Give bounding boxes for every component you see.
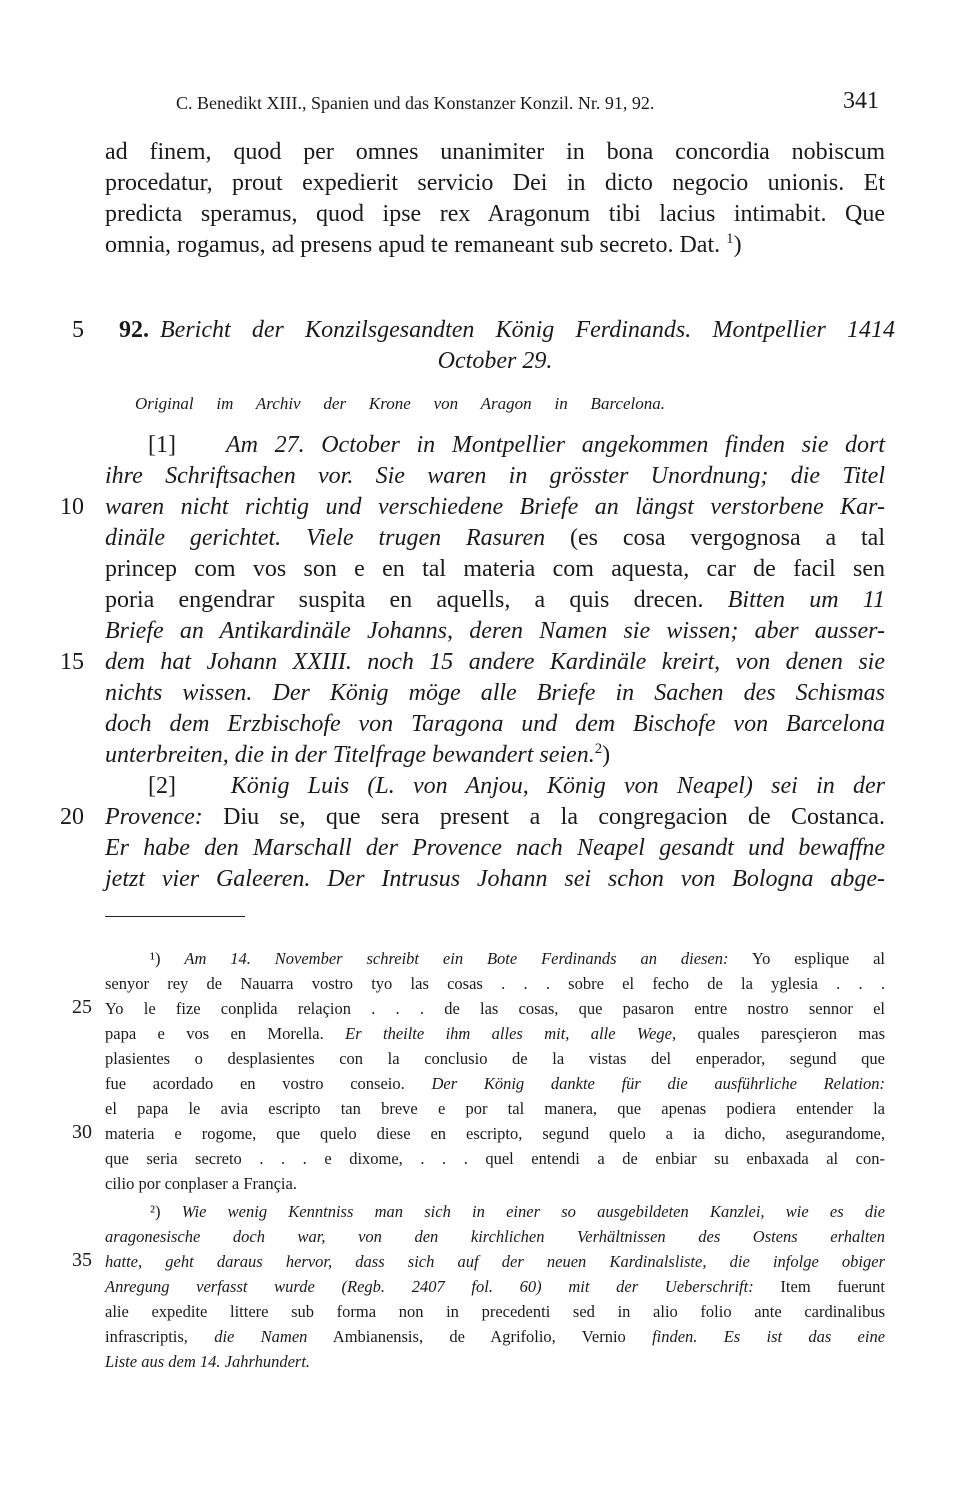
text-line: unterbreiten, die in der Titelfrage bewandert seien.$^2$) — [105, 741, 611, 768]
footnote-line: ²) Wie wenig Kenntniss man sich in einer so ausgebildeten Kanzlei, wie es die — [150, 1202, 886, 1221]
text-line: ihre Schriftsachen vor. Sie waren in grösster Unordnung; die Titel — [105, 463, 885, 489]
text-line: [1] Am 27. October in Montpellier angekommen finden sie dort — [148, 432, 886, 458]
text-line: nichts wissen. Der König möge alle Briefe in Sachen des Schismas — [105, 680, 885, 706]
text-line: Briefe an Antikardinäle Johanns, deren Namen sie wissen; aber ausser- — [105, 618, 885, 644]
footnote-line: el papa le avia escripto tan breve e por tal manera, que apenas podiera entender la — [105, 1099, 885, 1118]
text-line: Er habe den Marschall der Provence nach Neapel gesandt und bewaffne — [105, 835, 885, 861]
text-line: ad finem, quod per omnes unanimiter in bona concordia nobiscum — [105, 139, 885, 165]
text-line: princep com vos son e en tal materia com aquesta, car de facil sen — [105, 556, 885, 582]
footnote-line: aragonesische doch war, von den kirchlichen Verhältnissen des Ostens erhalten — [105, 1227, 885, 1246]
footnote-line: Yo le fize conplida relaçion . . . de las cosas, que pasaron entre nostro sennor el — [105, 999, 885, 1018]
footnote-rule — [105, 916, 245, 917]
text-line: procedatur, prout expedierit servicio Dei in dicto negocio unionis. Et — [105, 170, 885, 196]
footnote-line: hatte, geht daraus hervor, dass sich auf der neuen Kardinalsliste, die infolge obiger — [105, 1252, 885, 1271]
margin-line-number: 25 — [72, 996, 92, 1018]
footnote-line: papa e vos en Morella. Er theilte ihm alles mit, alle Wege, quales paresçieron mas — [105, 1024, 885, 1043]
document-page: C. Benedikt XIII., Spanien und das Konstanzer Konzil. Nr. 91, 92. 341 ad finem, quod per omnes unanimiter in bona concordia nobiscum procedatur, prout expedierit servicio Dei in dicto negocio unionis. Et predicta speramus, quod ipse rex Aragonum tibi lacius intimabit. Que omnia, rogamus, ad presens apud te remaneant sub secreto. Dat. $^1$) 5 92. Bericht der Konzilsgesandten König Ferdinands. Montpellier 1414 October 29. Original im Archiv der Krone von Aragon in Barcelona. [1] Am 27. October in Montpellier angekommen finden sie dort ihre Schriftsachen vor. Sie waren in grösster Unordnung; die Titel 10 waren nicht richtig und verschiedene Briefe an längst verstorbene Kar- dinäle gerichtet. Viele trugen Rasuren (es cosa vergognosa a tal princep com vos son e en tal materia com aquesta, car de facil sen poria engendrar suspita en aquells, a quis drecen. Bitten um 11 Briefe an Antikardinäle Johanns, deren Namen sie wissen; aber ausser- 15 dem hat Johann XXIII. noch 15 andere Kardinäle kreirt, von denen sie nichts wissen. Der König möge alle Briefe in Sachen des Schismas doch dem Erzbischofe von Taragona und dem Bischofe von Barcelona unterbreiten, die in der Titelfrage bewandert seien.$^2$) [2] König Luis (L. von Anjou, König von Neapel) sei in der 20 Provence: Diu se, que sera present a la congregacion de Costanca. Er habe den Marschall der Provence nach Neapel gesandt und bewaffne jetzt vier Galeeren. Der Intrusus Johann sei schon von Bologna abge- ¹) Am 14. November schreibt ein Bote Ferdinands an diesen: Yo esplique al senyor rey de Nauarra vostro tyo las cosas . . . sobre el fecho de la yglesia . . . 25 Yo le fize conplida relaçion . . . de las cosas, que pasaron entre nostro sennor el papa e vos en Morella. Er theilte ihm alles mit, alle Wege, quales paresçieron mas plasientes o desplasientes con la conclusio de la vistas del enperador, segund que fue acordado en vostro conseio. Der König dankte für die ausführliche Relation: el papa le avia escripto tan breve e por tal manera, que apenas podiera entender la 30 materia e rogome, que quelo diese en escripto, segund quelo a ia dicho, asegurandome, que seria secreto . . . e dixome, . . . quel entendi a de enbiar su enbaxada al con- cilio por conplaser a Françia. ²) Wie wenig Kenntniss man sich in einer so ausgebildeten Kanzlei, wie es die aragonesische doch war, von den kirchlichen Verhältnissen des Ostens erhalten 35 hatte, geht daraus hervor, dass sich auf der neuen Kardinalsliste, die infolge obiger Anregung verfasst wurde (Regb. 2407 fol. 60) mit der Ueberschrift: Item fuerunt alie expedite littere sub forma non in precedenti sed in alio folio ante cardinalibus infrascriptis, die Namen Ambianensis, de Agrifolio, Vernio finden. Es ist das eine Liste aus dem 14. Jahrhundert. — [60, 88, 895, 1371]
text-line: Provence: Diu se, que sera present a la congregacion de Costanca. — [105, 804, 886, 830]
text-line: jetzt vier Galeeren. Der Intrusus Johann sei schon von Bologna abge- — [105, 866, 885, 892]
text-line: predicta speramus, quod ipse rex Aragonum tibi lacius intimabit. Que — [105, 201, 885, 227]
footnote-line: ¹) Am 14. November schreibt ein Bote Ferdinands an diesen: Yo esplique al — [150, 949, 886, 968]
margin-line-number: 10 — [60, 494, 84, 520]
footnote-line: materia e rogome, que quelo diese en escripto, segund quelo a ia dicho, asegurandome, — [105, 1124, 885, 1143]
running-title: C. Benedikt XIII., Spanien und das Konstanzer Konzil. Nr. 91, 92. — [176, 93, 655, 113]
footnote-line: alie expedite littere sub forma non in precedenti sed in alio folio ante cardinalibus — [105, 1302, 885, 1321]
footnote-line: infrascriptis, die Namen Ambianensis, de Agrifolio, Vernio finden. Es ist das eine — [105, 1327, 886, 1346]
margin-line-number: 20 — [60, 804, 84, 830]
text-line: dinäle gerichtet. Viele trugen Rasuren (es cosa vergognosa a tal — [105, 525, 886, 551]
text-line: poria engendrar suspita en aquells, a quis drecen. Bitten um 11 — [105, 587, 885, 613]
text-line: dem hat Johann XXIII. noch 15 andere Kardinäle kreirt, von denen sie — [105, 649, 885, 675]
margin-line-number: 30 — [72, 1121, 92, 1143]
footnote-line: plasientes o desplasientes con la conclusio de la vistas del enperador, segund que — [105, 1049, 885, 1068]
text-line: doch dem Erzbischofe von Taragona und dem Bischofe von Barcelona — [105, 711, 885, 737]
margin-line-number: 5 — [72, 317, 84, 343]
footnote-line: Anregung verfasst wurde (Regb. 2407 fol. 60) mit der Ueberschrift: Item fuerunt — [105, 1277, 886, 1296]
margin-line-number: 35 — [72, 1249, 92, 1271]
document-date: October 29. — [437, 348, 553, 374]
footnote-line: Liste aus dem 14. Jahrhundert. — [105, 1352, 311, 1371]
archive-source: Original im Archiv der Krone von Aragon in Barcelona. — [135, 394, 665, 413]
footnote-line: que seria secreto . . . e dixome, . . . quel entendi a de enbiar su enbaxada al con- — [105, 1149, 885, 1168]
text-line: omnia, rogamus, ad presens apud te remaneant sub secreto. Dat. $^1$) — [105, 231, 742, 258]
footnote-line: fue acordado en vostro conseio. Der König dankte für die ausführliche Relation: — [105, 1074, 886, 1093]
footnote-line: cilio por conplaser a Françia. — [105, 1174, 297, 1193]
margin-line-number: 15 — [60, 649, 84, 675]
footnote-line: senyor rey de Nauarra vostro tyo las cosas . . . sobre el fecho de la yglesia . . . — [105, 974, 885, 993]
page-number: 341 — [843, 88, 879, 114]
text-line: waren nicht richtig und verschiedene Briefe an längst verstorbene Kar- — [105, 494, 885, 520]
document-title: Bericht der Konzilsgesandten König Ferdinands. Montpellier 1414 — [160, 317, 895, 343]
text-line: [2] König Luis (L. von Anjou, König von Neapel) sei in der — [148, 773, 886, 799]
